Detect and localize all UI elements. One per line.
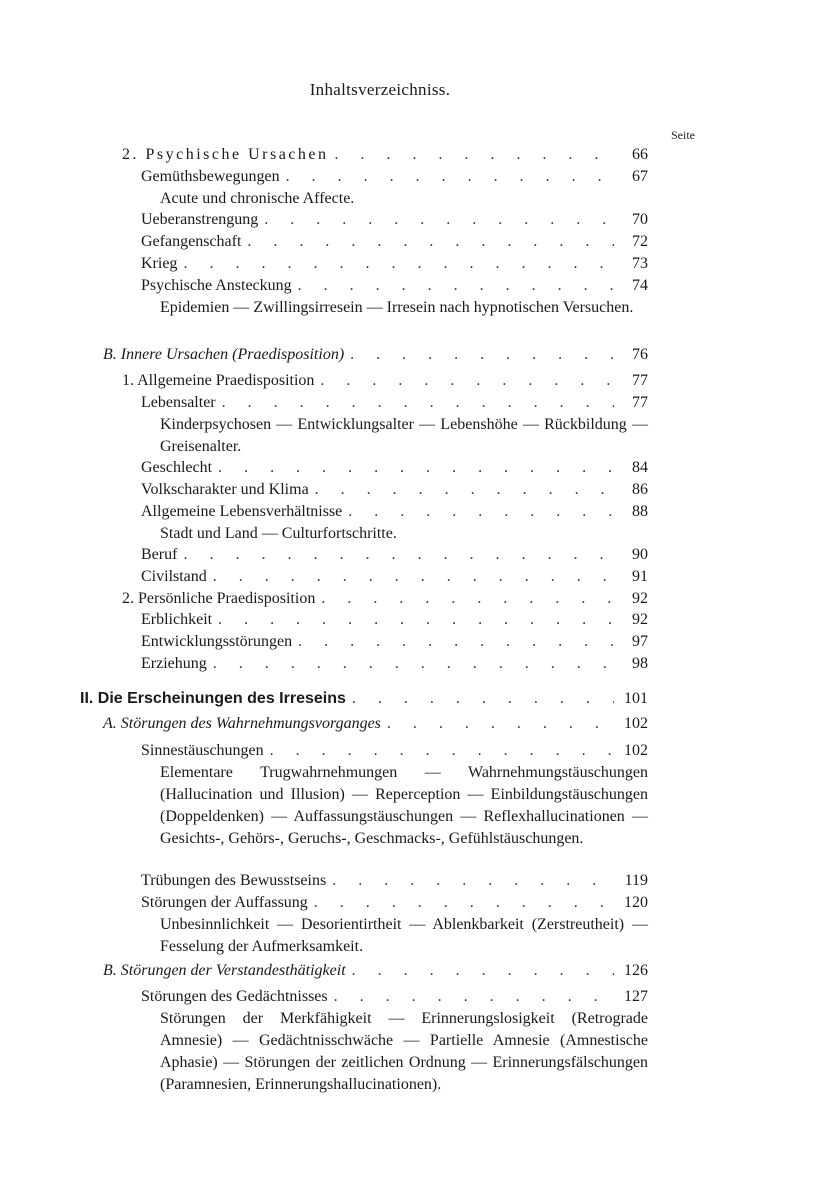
toc-entry-label: Geschlecht — [141, 459, 213, 476]
toc-entry — [122, 144, 648, 166]
toc-entry-page: 76 — [632, 346, 648, 363]
toc-entry-label: Allgemeine Lebensverhältnisse — [141, 503, 343, 520]
toc-entry-label: B. Innere Ursachen (Praedisposition) — [103, 346, 345, 363]
toc-entry-label: Volkscharakter und Klima — [141, 481, 309, 498]
toc-entry-label: 2. Persönliche Praedisposition — [122, 590, 316, 607]
toc-subtext: Stadt und Land — Culturfortschritte. — [160, 525, 397, 542]
toc-entry-label: Psychische Ansteckung — [141, 277, 292, 294]
toc-entry-page: 84 — [632, 459, 648, 476]
toc-entry-label: Trübungen des Bewusstseins — [141, 872, 327, 889]
toc-entry — [141, 609, 648, 631]
toc-subtext: Epidemien — Zwillingsirresein — Irresein nach hypnotischen Versuchen. — [160, 299, 634, 316]
toc-entry-page: 67 — [632, 168, 648, 185]
toc-entry — [141, 870, 648, 892]
toc-entry-page: 126 — [624, 962, 648, 979]
toc-entry-label: Störungen der Auffassung — [141, 894, 308, 911]
toc-subtext: Kinderpsychosen — Entwicklungsalter — Lebenshöhe — Rückbildung — Greisenalter. — [160, 416, 648, 455]
toc-subtext: Störungen der Merkfähigkeit — Erinnerungslosigkeit (Retrograde Amnesie) — Gedächtnisschwäche — Partielle Amnesie (Amnestische Aphasie) — Störungen der zeitlichen Ordnung — Erinnerungsfälschungen (Paramnesien, Erinnerungshallucinationen). — [160, 1010, 648, 1093]
toc-entry — [141, 653, 648, 675]
toc-entry-page: 77 — [632, 372, 648, 389]
toc-entry-page: 90 — [632, 546, 648, 563]
toc-entry-page: 92 — [632, 611, 648, 628]
toc-entry-label: Störungen des Gedächtnisses — [141, 988, 328, 1005]
toc-entry-label: Gefangenschaft — [141, 233, 242, 250]
toc-entry-label: 1. Allgemeine Praedisposition — [122, 372, 315, 389]
toc-entry — [141, 986, 648, 1008]
toc-entry-label: Civilstand — [141, 568, 207, 585]
toc-entry — [141, 209, 648, 231]
toc-entry — [141, 231, 648, 253]
toc-entry — [141, 457, 648, 479]
toc-entry-page: 102 — [624, 715, 648, 732]
toc-entry — [141, 253, 648, 275]
toc-entry — [141, 566, 648, 588]
toc-entry — [141, 892, 648, 914]
toc-entry — [141, 479, 648, 501]
toc-entry-page: 127 — [624, 988, 648, 1005]
toc-entry-label: A. Störungen des Wahrnehmungsvorganges — [103, 715, 381, 732]
toc-entry-page: 66 — [632, 146, 648, 163]
toc-entry-page: 72 — [632, 233, 648, 250]
toc-entry-label: Beruf — [141, 546, 178, 563]
toc-entry — [141, 740, 648, 762]
toc-entry-label: Erziehung — [141, 655, 207, 672]
toc-entry — [103, 713, 648, 735]
toc-entry — [103, 960, 648, 982]
toc-entry — [141, 392, 648, 414]
toc-subtext: Unbesinnlichkeit — Desorientirtheit — Ablenkbarkeit (Zerstreutheit) — Fesselung der Aufmerksamkeit. — [160, 916, 648, 955]
toc-entry — [122, 588, 648, 610]
page-title: Inhaltsverzeichniss. — [309, 80, 451, 99]
toc-entry-page: 70 — [632, 211, 648, 228]
toc-entry-label: Sinnestäuschungen — [141, 742, 264, 759]
page-column-label: Seite — [671, 128, 695, 142]
toc-entry-page: 92 — [632, 590, 648, 607]
toc-entry-label: B. Störungen der Verstandesthätigkeit — [103, 962, 346, 979]
toc-entry-label: Gemüthsbewegungen — [141, 168, 280, 185]
toc-entry-label: II. Die Erscheinungen des Irreseins — [80, 690, 346, 707]
toc-entry-label: Erblichkeit — [141, 611, 213, 628]
toc-subtext: Acute und chronische Affecte. — [160, 190, 355, 207]
toc-entry — [80, 688, 648, 710]
toc-entry — [141, 544, 648, 566]
toc-entry-page: 73 — [632, 255, 648, 272]
toc-entry-label: Ueberanstrengung — [141, 211, 259, 228]
toc-entry — [122, 370, 648, 392]
toc-entry-page: 119 — [624, 872, 648, 889]
toc-entry-page: 120 — [624, 894, 648, 911]
toc-entry-page: 77 — [632, 394, 648, 411]
toc-entry — [141, 275, 648, 297]
toc-entry-page: 97 — [632, 633, 648, 650]
toc-entry-page: 91 — [632, 568, 648, 585]
toc-entry-page: 98 — [632, 655, 648, 672]
toc-entry-label: Krieg — [141, 255, 178, 272]
toc-entry — [141, 631, 648, 653]
toc-entry — [141, 166, 648, 188]
toc-entry-label: Entwicklungsstörungen — [141, 633, 293, 650]
toc-entry — [103, 344, 648, 366]
toc-entry-page: 74 — [632, 277, 648, 294]
toc-entry-page: 102 — [624, 742, 648, 759]
toc-entry-page: 88 — [632, 503, 648, 520]
toc-entry-label: 2. Psychische Ursachen — [122, 146, 329, 163]
toc-entry-page: 86 — [632, 481, 648, 498]
toc-entry-label: Lebensalter — [141, 394, 216, 411]
toc-subtext: Elementare Trugwahrnehmungen — Wahrnehmungstäuschungen (Hallucination und Illusion) — Reperception — Einbildungstäuschungen (Doppeldenken) — Auffassungstäuschungen — Reflexhallucinationen — Gesichts-, Gehörs-, Geruchs-, Geschmacks-, Gefühlstäuschungen. — [160, 764, 648, 847]
toc-entry-page: 101 — [624, 690, 648, 707]
toc-entry — [141, 501, 648, 523]
